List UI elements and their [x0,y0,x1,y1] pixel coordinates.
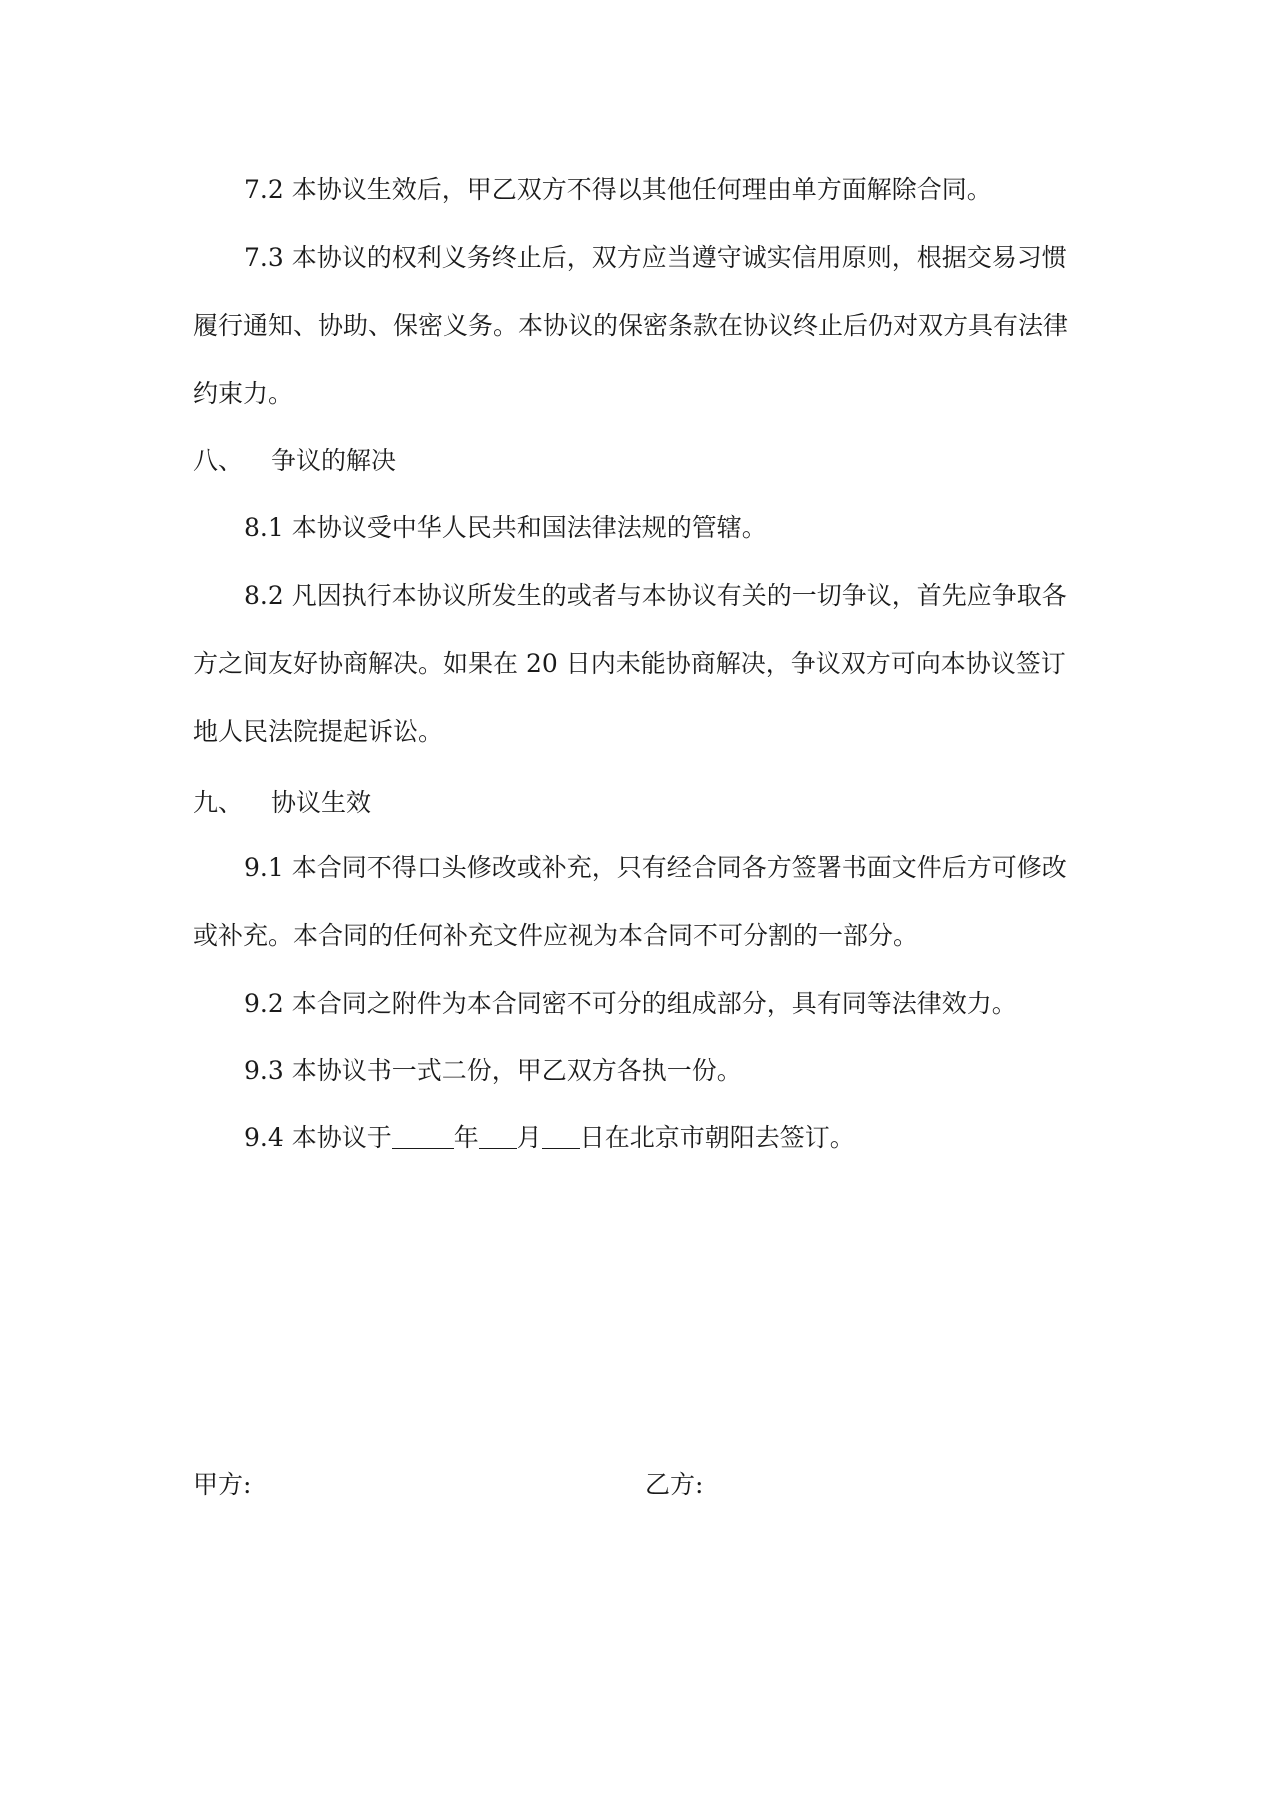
clause-8-2: 8.2 凡因执行本协议所发生的或者与本协议有关的一切争议，首先应争取各 方之间友好协商解决。如果在 20 日内未能协商解决，争议双方可向本协议签订 地人民法院提起诉讼。 [193,581,1067,746]
section-9-number: 九、 [193,788,244,817]
day-suffix: 日在北京市朝阳去签订。 [579,1123,855,1152]
section-8-number: 八、 [193,446,244,475]
clause-9-3: 9.3 本协议书一式二份，甲乙双方各执一份。 [244,1056,742,1085]
section-9-heading [193,785,371,821]
clause-8-1: 8.1 本协议受中华人民共和国法律法规的管辖。 [244,513,767,542]
party-b-signature-label: 乙方: [645,1470,704,1499]
clause-9-1: 9.1 本合同不得口头修改或补充，只有经合同各方签署书面文件后方可修改 或补充。本合同的任何补充文件应视为本合同不可分割的一部分。 [193,853,1067,950]
clause-7-2: 7.2 本协议生效后，甲乙双方不得以其他任何理由单方面解除合同。 [244,175,992,204]
party-a-signature-label: 甲方: [193,1470,252,1499]
year-blank[interactable] [392,1124,454,1149]
clause-9-4 [193,1104,1144,1172]
clause-9-2: 9.2 本合同之附件为本合同密不可分的组成部分，具有同等法律效力。 [244,989,1017,1018]
day-blank[interactable] [542,1124,580,1149]
month-blank[interactable] [479,1124,517,1149]
section-8-title: 争议的解决 [271,446,397,475]
clause-7-3: 7.3 本协议的权利义务终止后，双方应当遵守诚实信用原则，根据交易习惯 履行通知、协助、保密义务。本协议的保密条款在协议终止后仍对双方具有法律 约束力。 [193,243,1069,408]
year-label: 年 [453,1123,479,1152]
month-label: 月 [516,1123,542,1152]
clause-9-4-prefix: 9.4 本协议于 [244,1123,392,1152]
section-9-title: 协议生效 [271,788,372,817]
section-8-heading [193,443,396,479]
